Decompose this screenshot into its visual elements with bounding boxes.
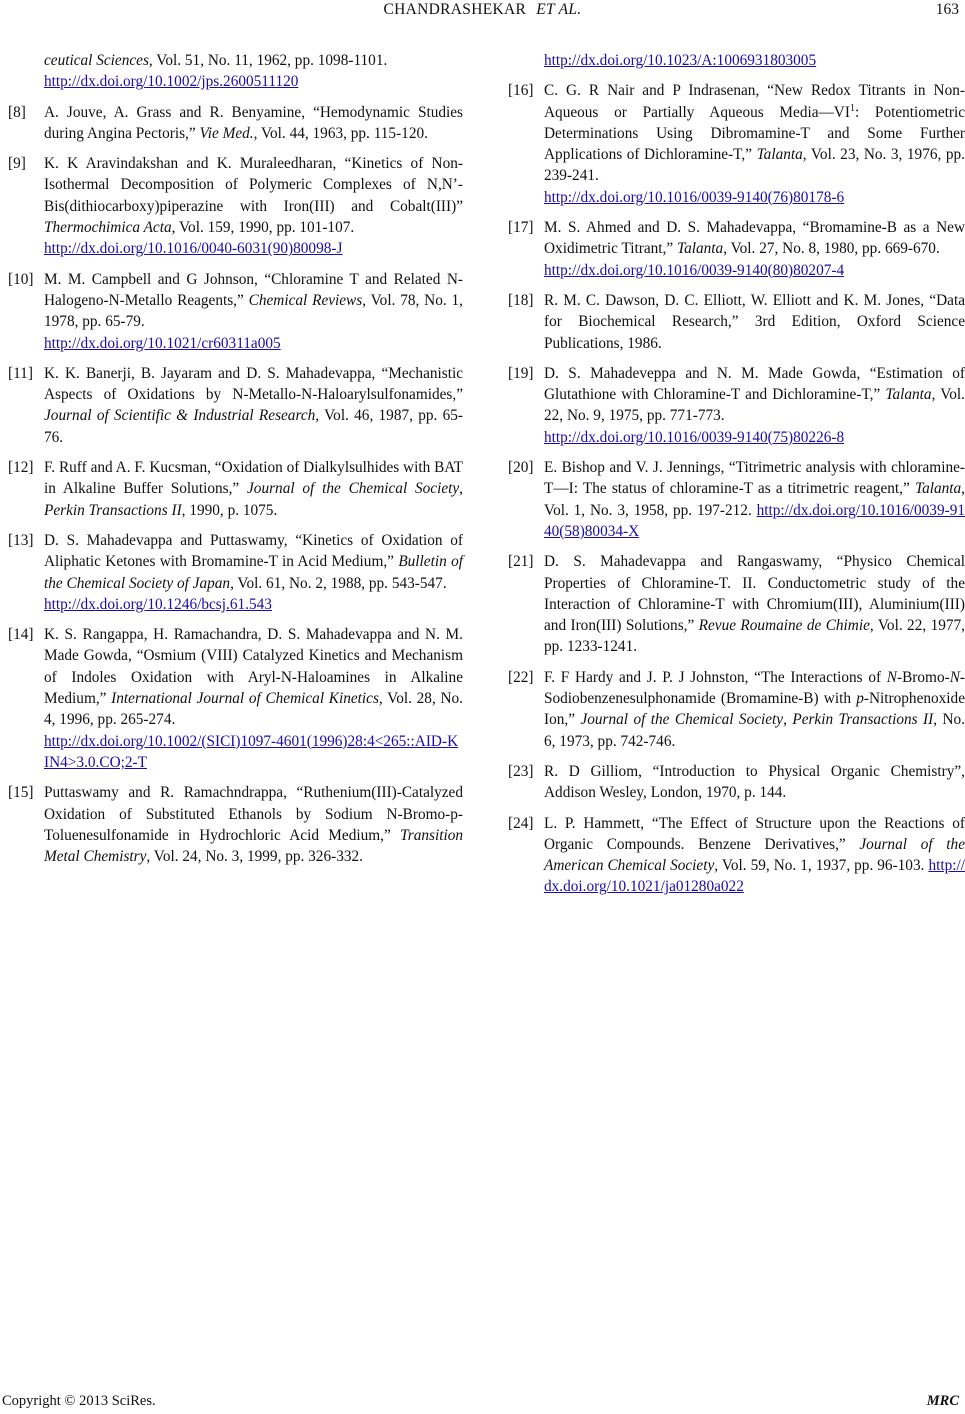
reference-24 xyxy=(508,813,965,898)
et-al: ET AL. xyxy=(536,1,582,18)
doi-link[interactable]: http://dx.doi.org/10.1246/bcsj.61.543 xyxy=(44,595,272,613)
reference-number: [16] xyxy=(508,82,534,100)
reference-continuation xyxy=(8,50,463,93)
reference-19 xyxy=(508,363,965,448)
doi-link[interactable]: http://dx.doi.org/10.1002/jps.2600511120 xyxy=(44,73,299,91)
reference-text: R. M. C. Dawson, D. C. Elliott, W. Elliott and K. M. Jones, “Data for Biochemical Research,” 3rd Edition, Oxford Science Publications, 1986. xyxy=(544,291,965,352)
running-title xyxy=(0,1,965,19)
reference-number: [18] xyxy=(508,291,534,309)
reference-number: [10] xyxy=(8,270,34,288)
reference-14 xyxy=(8,624,463,773)
doi-link[interactable]: http://dx.doi.org/10.1016/0040-6031(90)80098-J xyxy=(44,240,343,258)
reference-number: [17] xyxy=(508,219,534,237)
reference-text: Puttaswamy and R. Ramachndrappa, “Ruthenium(III)-Catalyzed Oxidation of Substituted Ethanols by Sodium N-Bromo-p-Toluenesulfonamide in Hydrochloric Acid Medium,” Transition Metal Chemistry, Vol. 24, No. 3, 1999, pp. 326-332. xyxy=(44,784,463,866)
doi-link[interactable]: http://dx.doi.org/10.1021/cr60311a005 xyxy=(44,334,281,352)
reference-number: [15] xyxy=(8,784,34,802)
reference-text: M. M. Campbell and G Johnson, “Chloramine T and Related N-Halogeno-N-Metallo Reagents,” Chemical Reviews, Vol. 78, No. 1, 1978, pp. 65-79. http://dx.doi.org/10.1021/cr60311a005 xyxy=(44,270,463,352)
reference-number: [11] xyxy=(8,364,33,382)
reference-number: [14] xyxy=(8,626,34,644)
doi-link[interactable]: http://dx.doi.org/10.1002/(SICI)1097-4601(1996)28:4<265::AID-KIN4>3.0.CO;2-T xyxy=(44,732,459,771)
reference-text: F. Ruff and A. F. Kucsman, “Oxidation of Dialkylsulhides with BAT in Alkaline Buffer Solutions,” Journal of the Chemical Society, Perkin Transactions II, 1990, p. 1075. xyxy=(44,459,463,519)
doi-link[interactable]: http://dx.doi.org/10.1016/0039-9140(76)80178-6 xyxy=(544,188,845,206)
reference-text: F. F Hardy and J. P. J Johnston, “The Interactions of N-Bromo-N-Sodiobenzenesulphonamide (Bromamine-B) with p-Nitrophenoxide Ion,” Journal of the Chemical Society, Perkin Transactions II, No. 6, 1973, pp. 742-746. xyxy=(544,668,965,750)
page-footer xyxy=(0,1393,965,1413)
reference-text: L. P. Hammett, “The Effect of Structure upon the Reactions of Organic Compounds. Benzene Derivatives,” Journal of the American Chemical Society, Vol. 59, No. 1, 1937, pp. 96-103. http://dx.doi.org/10.1021/ja01280a022 xyxy=(544,814,965,896)
doi-link[interactable]: http://dx.doi.org/10.1016/0039-9140(80)80207-4 xyxy=(544,261,845,279)
references-right-column xyxy=(508,50,965,907)
reference-number: [9] xyxy=(8,155,26,173)
references-left-column xyxy=(8,50,463,876)
doi-link[interactable]: http://dx.doi.org/10.1016/0039-9140(58)80034-X xyxy=(544,501,965,540)
journal-abbrev: MRC xyxy=(926,1393,959,1409)
reference-number: [20] xyxy=(508,459,534,477)
reference-text: E. Bishop and V. J. Jennings, “Titrimetric analysis with chloramine-T—I: The status of chloramine-T as a titrimetric reagent,” Talanta, Vol. 1, No. 3, 1958, pp. 197-212. http://dx.doi.org/10.1016/0039-9140(58)80034-X xyxy=(544,459,965,540)
reference-number: [12] xyxy=(8,459,34,477)
reference-text: K. K Aravindakshan and K. Muraleedharan, “Kinetics of Non-Isothermal Decomposition of Polymeric Complexes of N,N’-Bis(dithiocarboxy)piperazine with Iron(III) and Cobalt(III)” Thermochimica Acta, Vol. 159, 1990, pp. 101-107. http://dx.doi.org/10.1016/0040-6031(90)80098-J xyxy=(44,155,463,258)
reference-13 xyxy=(8,530,463,615)
reference-number: [13] xyxy=(8,531,34,549)
reference-number: [21] xyxy=(508,553,534,571)
reference-10 xyxy=(8,269,463,354)
reference-text: R. D Gilliom, “Introduction to Physical Organic Chemistry”, Addison Wesley, London, 1970, p. 144. xyxy=(544,762,965,802)
author-name: CHANDRASHEKAR xyxy=(383,1,527,18)
reference-number: [19] xyxy=(508,364,534,382)
reference-number: [24] xyxy=(508,814,534,832)
reference-11 xyxy=(8,363,463,448)
reference-text: D. S. Mahadevappa and Puttaswamy, “Kinetics of Oxidation of Aliphatic Ketones with Bromamine-T in Acid Medium,” Bulletin of the Chemical Society of Japan, Vol. 61, No. 2, 1988, pp. 543-547. http://dx.doi.org/10.1246/bcsj.61.543 xyxy=(44,531,463,613)
reference-text: K. S. Rangappa, H. Ramachandra, D. S. Mahadevappa and N. M. Made Gowda, “Osmium (VIII) Catalyzed Kinetics and Mechanism of Indoles Oxidation with Aryl-N-Haloamines in Alkaline Medium,” International Journal of Chemical Kinetics, Vol. 28, No. 4, 1996, pp. 265-274. http://dx.doi.org/10.1002/(SICI)1097-4601(1996)28:4<265::AID-KIN4>3.0.CO;2-T xyxy=(44,626,463,771)
reference-text: D. S. Mahadevappa and Rangaswamy, “Physico Chemical Properties of Chloramine-T. II. Conductometric study of the Interaction of Chloramine-T with Chromium(III), Aluminium(III) and Iron(III) Solutions,” Revue Roumaine de Chimie, Vol. 22, 1977, pp. 1233-1241. xyxy=(544,553,965,656)
reference-text: C. G. R Nair and P Indrasenan, “New Redox Titrants in Non-Aqueous or Partially Aqueous $Media—VI^1$: Potentiometric Determinations Using Dibromamine-T and Some Further Applications of Dichloramine-T,” Talanta, Vol. 23, No. 3, 1976, pp. 239-241. http://dx.doi.org/10.1016/0039-9140(76)80178-6 xyxy=(544,82,965,206)
reference-text: K. K. Banerji, B. Jayaram and D. S. Mahadevappa, “Mechanistic Aspects of Oxidations by N-Metallo-N-Haloarylsulfonamides,” Journal of Scientific & Industrial Research, Vol. 46, 1987, pp. 65-76. xyxy=(44,364,463,446)
reference-22 xyxy=(508,667,965,752)
reference-text: D. S. Mahadeveppa and N. M. Made Gowda, “Estimation of Glutathione with Chloramine-T and Dichloramine-T,” Talanta, Vol. 22, No. 9, 1975, pp. 771-773. http://dx.doi.org/10.1016/0039-9140(75)80226-8 xyxy=(544,364,965,446)
reference-text: A. Jouve, A. Grass and R. Benyamine, “Hemodynamic Studies during Angina Pectoris,” Vie Med., Vol. 44, 1963, pp. 115-120. xyxy=(44,103,463,142)
reference-8 xyxy=(8,102,463,145)
reference-12 xyxy=(8,457,463,521)
reference-15 xyxy=(8,782,463,867)
reference-23 xyxy=(508,761,965,804)
reference-21 xyxy=(508,551,965,657)
running-header xyxy=(0,1,965,23)
reference-details: , Vol. 51, No. 11, 1962, pp. 1098-1101. xyxy=(148,52,388,69)
reference-number: [23] xyxy=(508,762,534,780)
reference-text: M. S. Ahmed and D. S. Mahadevappa, “Bromamine-B as a New Oxidimetric Titrant,” Talanta, Vol. 27, No. 8, 1980, pp. 669-670. http://dx.doi.org/10.1016/0039-9140(80)80207-4 xyxy=(544,219,965,279)
reference-16 xyxy=(508,80,965,208)
page-number: 163 xyxy=(935,1,959,18)
reference-journal: ceutical Sciences xyxy=(44,52,149,69)
reference-18 xyxy=(508,290,965,354)
reference-number: [22] xyxy=(508,668,534,686)
doi-link[interactable]: http://dx.doi.org/10.1023/A:1006931803005 xyxy=(544,52,817,69)
reference-20 xyxy=(508,457,965,542)
reference-continuation xyxy=(508,50,965,71)
reference-9 xyxy=(8,153,463,259)
reference-number: [8] xyxy=(8,103,26,121)
doi-link[interactable]: http://dx.doi.org/10.1016/0039-9140(75)80226-8 xyxy=(544,428,845,446)
doi-link[interactable]: http://dx.doi.org/10.1021/ja01280a022 xyxy=(544,857,965,896)
copyright-notice: Copyright © 2013 SciRes. xyxy=(2,1393,156,1409)
reference-17 xyxy=(508,217,965,281)
